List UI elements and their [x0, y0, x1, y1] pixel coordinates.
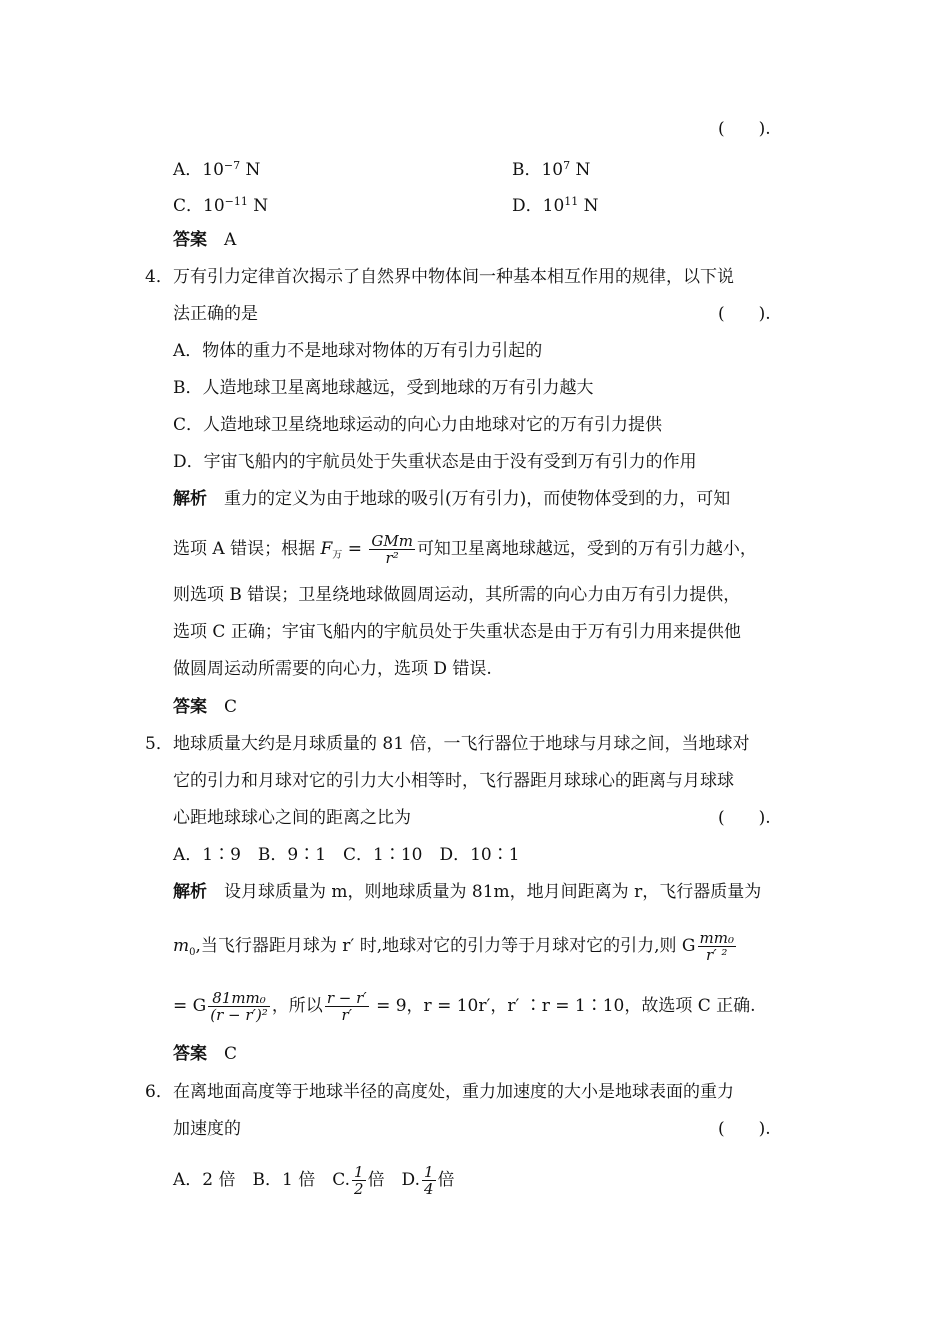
q4-option-b: B．人造地球卫星离地球越远，受到地球的万有引力越大: [173, 378, 594, 398]
q6-fraction-half: $\frac{1}{2}$: [354, 1163, 364, 1198]
q3-paren: ( ).: [718, 119, 771, 139]
q3-option-d: D．$10^{11}$ N: [512, 195, 599, 216]
q4-analysis-line2: 选项 A 错误；根据 $F_万$ = $\frac{\text{GMm}}{\text{r²}}$ 可知卫星离地球越远，受到的万有引力越小，: [173, 532, 757, 567]
q3-option-c: C．$10^{-11}$ N: [173, 195, 269, 216]
q5-number: 5．: [145, 734, 173, 754]
q5-stem-line1: 地球质量大约是月球质量的 81 倍，一飞行器位于地球与月球之间，当地球对: [173, 734, 750, 754]
q5-options: A．1∶9 B．9∶1 C．1∶10 D．10∶1: [173, 845, 520, 865]
q5-formula-fraction3: $\frac{r - r'}{r'}$: [326, 989, 367, 1024]
q4-analysis-line4: 选项 C 正确；宇宙飞船内的宇航员处于失重状态是由于万有引力用来提供他: [173, 622, 741, 642]
q5-stem-line3: 心距地球球心之间的距离之比为: [173, 808, 411, 828]
q5-analysis-line3: = G $\frac{\text{81mm₀}}{\text{(r − r′)²}}$ ，所以 $\frac{r - r'}{r'}$ = 9，r = 10r′，r′ ∶r = 1∶10，故选项 C 正确.: [173, 989, 756, 1024]
q4-number: 4．: [145, 267, 173, 287]
q4-analysis-line5: 做圆周运动所需要的向心力，选项 D 错误.: [173, 659, 492, 679]
q5-paren: ( ).: [718, 808, 771, 828]
q4-option-d: D．宇宙飞船内的宇航员处于失重状态是由于没有受到万有引力的作用: [173, 452, 697, 472]
q4-stem-line2: 法正确的是: [173, 304, 258, 324]
q4-formula-fraction: $\frac{\text{GMm}}{\text{r²}}$: [371, 532, 413, 567]
q6-stem-line1: 在离地面高度等于地球半径的高度处，重力加速度的大小是地球表面的重力: [173, 1082, 734, 1102]
q4-answer: 答案 C: [173, 697, 238, 717]
q3-option-b: B．$10^7$ N: [512, 159, 591, 180]
q5-answer: 答案 C: [173, 1044, 238, 1064]
q6-stem-line2: 加速度的: [173, 1119, 241, 1139]
q6-fraction-quarter: $\frac{1}{4}$: [424, 1163, 434, 1198]
q6-paren: ( ).: [718, 1119, 771, 1139]
q5-formula-fraction2: $\frac{\text{81mm₀}}{\text{(r − r′)²}}$: [210, 989, 268, 1024]
q4-stem-line1: 万有引力定律首次揭示了自然界中物体间一种基本相互作用的规律，以下说: [173, 267, 734, 287]
q5-formula-fraction1: $\frac{\text{mm₀}}{\text{r′ ²}}$: [699, 929, 734, 964]
q5-analysis-line1: 解析 设月球质量为 m，则地球质量为 81m，地月间距离为 r，飞行器质量为: [173, 882, 762, 902]
q4-option-c: C．人造地球卫星绕地球运动的向心力由地球对它的万有引力提供: [173, 415, 663, 435]
q6-options: A．2 倍 B．1 倍 C. $\frac{1}{2}$ 倍 D. $\frac{1}{4}$ 倍: [173, 1163, 455, 1198]
q4-analysis-line1: 解析 重力的定义为由于地球的吸引(万有引力)，而使物体受到的力，可知: [173, 489, 731, 509]
q5-stem-line2: 它的引力和月球对它的引力大小相等时，飞行器距月球球心的距离与月球球: [173, 771, 734, 791]
q3-answer: 答案 A: [173, 230, 237, 250]
q4-analysis-line3: 则选项 B 错误；卫星绕地球做圆周运动，其所需的向心力由万有引力提供，: [173, 585, 741, 605]
q4-option-a: A．物体的重力不是地球对物体的万有引力引起的: [173, 341, 543, 361]
q5-analysis-line2: $m_0$,当飞行器距月球为 r′ 时,地球对它的引力等于月球对它的引力,则 G $\frac{\text{mm₀}}{\text{r′ ²}}$: [173, 929, 734, 964]
q4-paren: ( ).: [718, 304, 771, 324]
q6-number: 6．: [145, 1082, 173, 1102]
q3-option-a: A．$10^{-7}$ N: [173, 159, 261, 180]
